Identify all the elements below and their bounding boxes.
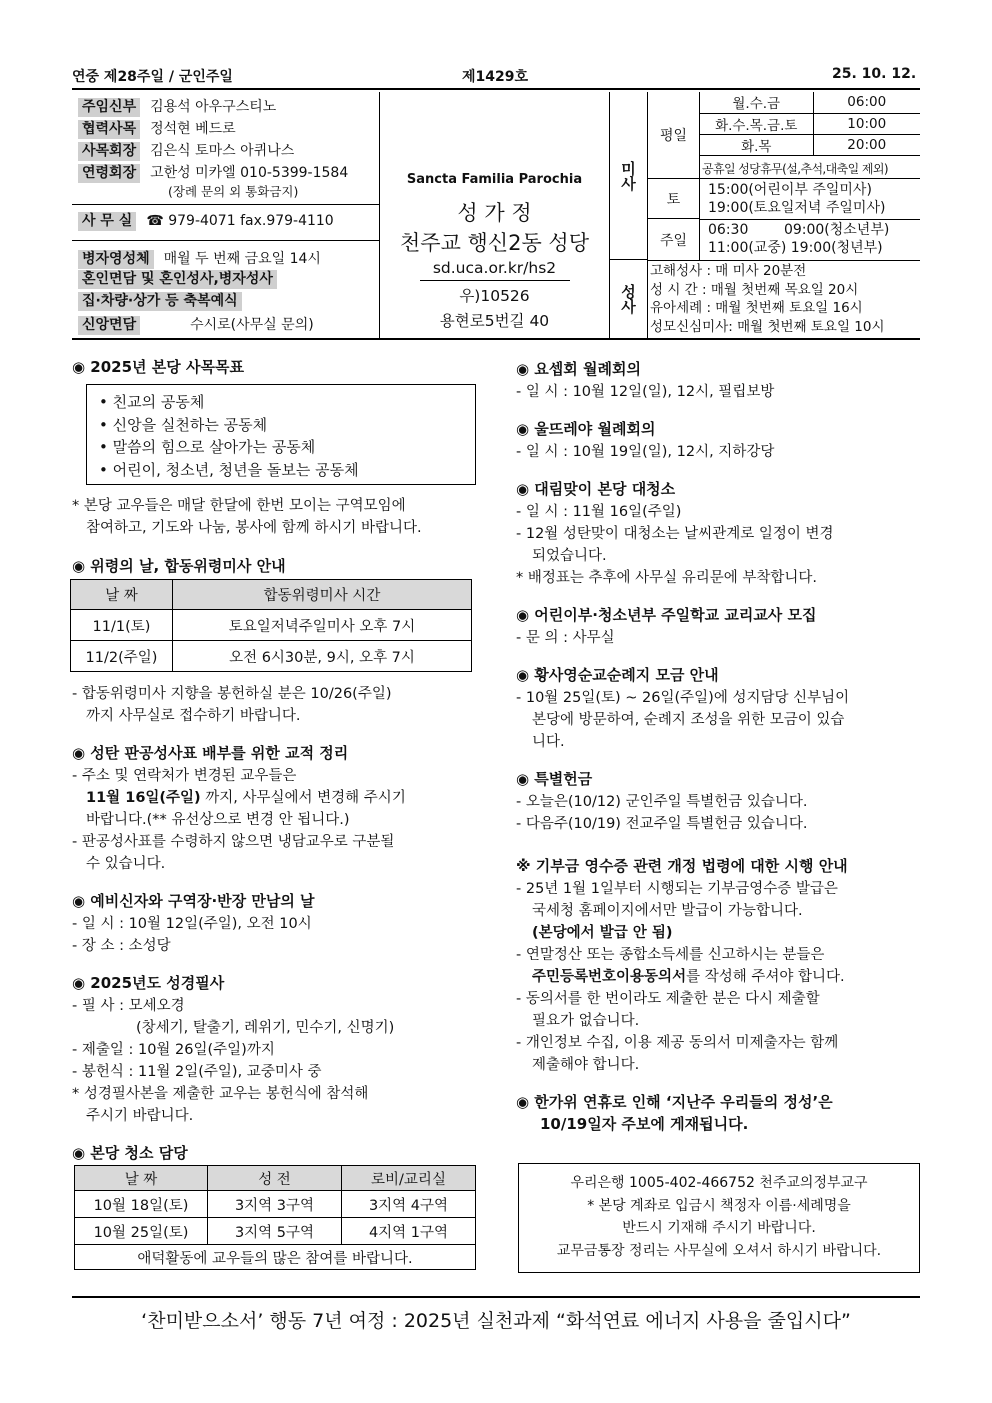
teacher-title: ◉ 어린이부·청소년부 주일학교 교리교사 모집 <box>516 606 817 624</box>
mass-days: 화.수.목.금.토 <box>700 113 813 134</box>
catechumen-line: - 일 시 : 10월 12일(주일), 오전 10시 <box>72 916 312 932</box>
census-line: - 판공성사표를 수령하지 않으면 냉담교우로 구분될 <box>72 834 395 850</box>
receipt-line: 국세청 홈페이지에서만 발급이 가능합니다. <box>532 903 803 919</box>
bible-line: - 필 사 : 모세오경 <box>72 998 185 1014</box>
saturday-times: 15:00(어린이부 주일미사) 19:00(토요일저녁 주일미사) <box>708 182 886 216</box>
staff-row: 사목회장 김은식 토마스 아퀴나스 <box>78 140 294 161</box>
memorial-note: - 합동위령미사 지향을 봉헌하실 분은 10/26(주일) <box>72 686 392 702</box>
table-row: 11/1(토) 토요일저녁주일미사 오후 7시 <box>71 610 472 641</box>
sacrament-list: 고해성사 : 매 미사 20분전 성 시 간 : 매월 첫번째 목요일 20시 유아세례 : 매월 첫번째 토요일 16시 성모신심미사: 매월 첫번째 토요일 10시 <box>650 263 885 335</box>
service-row: 신앙면담 수시로(사무실 문의) <box>78 314 314 335</box>
footer-rule <box>72 1296 920 1298</box>
parish-full-name: 천주교 행신2동 성당 <box>400 231 589 255</box>
cleaning-title: ◉ 본당 청소 담당 <box>72 1144 188 1162</box>
ultreya-title: ◉ 울뜨레야 월례회의 <box>516 420 656 438</box>
mass-schedule <box>610 92 920 338</box>
table-header: 날 짜 <box>75 1166 208 1191</box>
service-row: 집·차량·상가 등 축복예식 <box>78 292 242 311</box>
goals-note: 참여하고, 기도와 나눔, 봉사에 함께 하시기 바랍니다. <box>86 520 422 536</box>
goals-box <box>86 384 476 485</box>
issue-date: 25. 10. 12. <box>832 66 917 82</box>
receipt-line: 필요가 없습니다. <box>532 1013 640 1029</box>
bible-line: 주시기 바랍니다. <box>86 1108 194 1124</box>
mass-time: 20:00 <box>813 134 920 155</box>
table-header: 로비/교리실 <box>342 1166 476 1191</box>
bank-account-box <box>518 1163 920 1273</box>
bible-title: ◉ 2025년도 성경필사 <box>72 974 225 992</box>
census-line: - 주소 및 연락처가 변경된 교우들은 <box>72 768 297 784</box>
receipt-title: ※ 기부금 영수증 관련 개정 법령에 대한 시행 안내 <box>516 857 848 875</box>
special-title: ◉ 특별헌금 <box>516 770 593 788</box>
receipt-line: - 개인정보 수집, 이용 제공 동의서 미제출자는 함께 <box>516 1035 839 1051</box>
receipt-line: - 25년 1월 1일부터 시행되는 기부금영수증 발급은 <box>516 881 838 897</box>
office-row: 사 무 실 ☎ 979-4071 fax.979-4110 <box>78 212 334 231</box>
parish-latin: Sancta Familia Parochia <box>406 172 583 187</box>
mass-days: 화.목 <box>700 134 813 155</box>
special-line: - 오늘은(10/12) 군인주일 특별헌금 있습니다. <box>516 794 808 810</box>
staff-row: 연령회장 고한성 미카엘 010-5399-1584 <box>78 162 348 183</box>
mass-days: 월.수.금 <box>700 92 813 113</box>
staff-note: (장례 문의 외 통화금지) <box>168 184 299 199</box>
holiday-notice: 10/19일자 주보에 게재됩니다. <box>540 1115 749 1133</box>
staff-row: 협력사목 정석현 베드로 <box>78 118 236 139</box>
bible-line: * 성경필사본을 제출한 교우는 봉헌식에 참석해 <box>72 1086 369 1102</box>
joseph-line: - 일 시 : 10월 12일(일), 12시, 필립보방 <box>516 384 775 400</box>
bank-note: * 본당 계좌로 입금시 책정자 이름·세례명을 <box>587 1197 851 1214</box>
bank-account: 우리은행 1005-402-466752 천주교의정부교구 <box>570 1175 868 1191</box>
bank-note: 교무금통장 정리는 사무실에 오셔서 하시기 바랍니다. <box>556 1242 882 1259</box>
special-line: - 다음주(10/19) 전교주일 특별헌금 있습니다. <box>516 816 808 832</box>
memorial-title: ◉ 위령의 날, 합동위령미사 안내 <box>72 557 286 575</box>
receipt-line: - 연말정산 또는 종합소득세를 신고하시는 분들은 <box>516 947 825 963</box>
weekday-note: 공휴일 성당휴무(설,추석,대축일 제외) <box>700 157 920 179</box>
advent-line: - 12월 성탄맞이 대청소는 날씨관계로 일정이 변경 <box>516 526 834 542</box>
bible-line: (창세기, 탈출기, 레위기, 민수기, 신명기) <box>136 1020 395 1036</box>
header-bottom-rule <box>72 338 920 340</box>
holiday-notice: ◉ 한가위 연휴로 인해 ‘지난주 우리들의 정성’은 <box>516 1093 833 1111</box>
catechumen-line: - 장 소 : 소성당 <box>72 938 171 954</box>
memorial-table <box>70 579 472 672</box>
advent-line: 되었습니다. <box>532 548 607 564</box>
receipt-line: 제출해야 합니다. <box>532 1057 640 1073</box>
staff-panel <box>72 92 379 338</box>
table-header: 날 짜 <box>71 580 173 610</box>
receipt-line: - 동의서를 한 번이라도 제출한 분은 다시 제출할 <box>516 991 820 1007</box>
parish-panel <box>379 92 610 338</box>
parish-name: 성 가 정 <box>457 201 532 225</box>
table-row: 10월 18일(토) 3지역 3구역 3지역 4구역 <box>75 1191 476 1218</box>
table-footer-row: 애덕활동에 교우들의 많은 참여를 바랍니다. <box>75 1245 476 1270</box>
pilgrim-line: 니다. <box>532 734 565 750</box>
advent-title: ◉ 대림맞이 본당 대청소 <box>516 480 676 498</box>
table-row: 11/2(주일) 오전 6시30분, 9시, 오후 7시 <box>71 641 472 672</box>
advent-line: * 배정표는 추후에 사무실 유리문에 부착합니다. <box>516 570 818 586</box>
sacrament-side-label: 성사 <box>610 260 648 338</box>
service-row: 병자영성체 매월 두 번째 금요일 14시 <box>78 248 321 269</box>
census-title: ◉ 성탄 판공성사표 배부를 위한 교적 정리 <box>72 744 349 762</box>
table-header: 합동위령미사 시간 <box>173 580 472 610</box>
saturday-label: 토 <box>648 179 700 219</box>
staff-row: 주임신부 김용석 아우구스티노 <box>78 96 276 117</box>
pilgrim-line: - 10월 25일(토) ~ 26일(주일)에 성지담당 신부님이 <box>516 690 850 706</box>
parish-address: 용현로5번길 40 <box>439 312 550 330</box>
census-line: 11월 16일(주일) 까지, 사무실에서 변경해 주시기 <box>86 790 406 806</box>
mass-side-label: 미사 <box>610 92 648 260</box>
pilgrim-title: ◉ 황사영순교순례지 모금 안내 <box>516 666 719 684</box>
bank-note: 반드시 기재해 주시기 바랍니다. <box>622 1220 816 1236</box>
mass-time: 06:00 <box>813 92 920 113</box>
cleaning-table <box>74 1165 476 1270</box>
parish-url: sd.uca.or.kr/hs2 <box>432 259 557 277</box>
sunday-label: 주일 <box>648 219 700 260</box>
issue-number: 제1429호 <box>462 69 529 85</box>
header-top-rule <box>72 88 920 90</box>
weekday-label: 평일 <box>648 92 700 179</box>
goals-title: ◉ 2025년 본당 사목목표 <box>72 358 244 376</box>
joseph-title: ◉ 요셉회 월례회의 <box>516 360 641 378</box>
pilgrim-line: 본당에 방문하여, 순례지 조성을 위한 모금이 있습 <box>532 712 845 728</box>
sunday-times: 06:30 09:00(청소년부) 11:00(교중) 19:00(청년부) <box>708 222 890 256</box>
parish-zip: 우)10526 <box>459 287 530 305</box>
goal-item: • 친교의 공동체 <box>99 393 205 411</box>
goal-item: • 신앙을 실천하는 공동체 <box>99 415 268 434</box>
mass-time: 10:00 <box>813 113 920 134</box>
service-row: 혼인면담 및 혼인성사,병자성사 <box>78 270 277 289</box>
bible-line: - 봉헌식 : 11월 2일(주일), 교중미사 중 <box>72 1064 322 1080</box>
table-row: 10월 25일(토) 3지역 5구역 4지역 1구역 <box>75 1218 476 1245</box>
footer-campaign: ‘찬미받으소서’ 행동 7년 여정 : 2025년 실천과제 “화석연료 에너지 사용을 줄입시다” <box>141 1310 851 1332</box>
table-header: 성 전 <box>208 1166 342 1191</box>
receipt-line: 주민등록번호이용동의서를 작성해 주셔야 합니다. <box>532 969 845 985</box>
census-line: 수 있습니다. <box>86 856 166 872</box>
teacher-line: - 문 의 : 사무실 <box>516 630 615 646</box>
ultreya-line: - 일 시 : 10월 19일(일), 12시, 지하강당 <box>516 444 775 460</box>
catechumen-title: ◉ 예비신자와 구역장·반장 만남의 날 <box>72 892 315 910</box>
goal-item: • 말씀의 힘으로 살아가는 공동체 <box>99 438 316 456</box>
census-line: 바랍니다.(** 유선상으로 변경 안 됩니다.) <box>86 812 350 828</box>
memorial-note: 까지 사무실로 접수하기 바랍니다. <box>86 708 301 724</box>
bible-line: - 제출일 : 10월 26일(주일)까지 <box>72 1042 275 1058</box>
advent-line: - 일 시 : 11월 16일(주일) <box>516 504 682 520</box>
receipt-line: (본당에서 발급 안 됨) <box>532 925 673 941</box>
goal-item: • 어린이, 청소년, 청년을 돌보는 공동체 <box>99 460 359 479</box>
goals-note: * 본당 교우들은 매달 한달에 한번 모이는 구역모임에 <box>72 498 406 514</box>
issue-date-liturgy: 연중 제28주일 / 군인주일 <box>72 69 233 85</box>
